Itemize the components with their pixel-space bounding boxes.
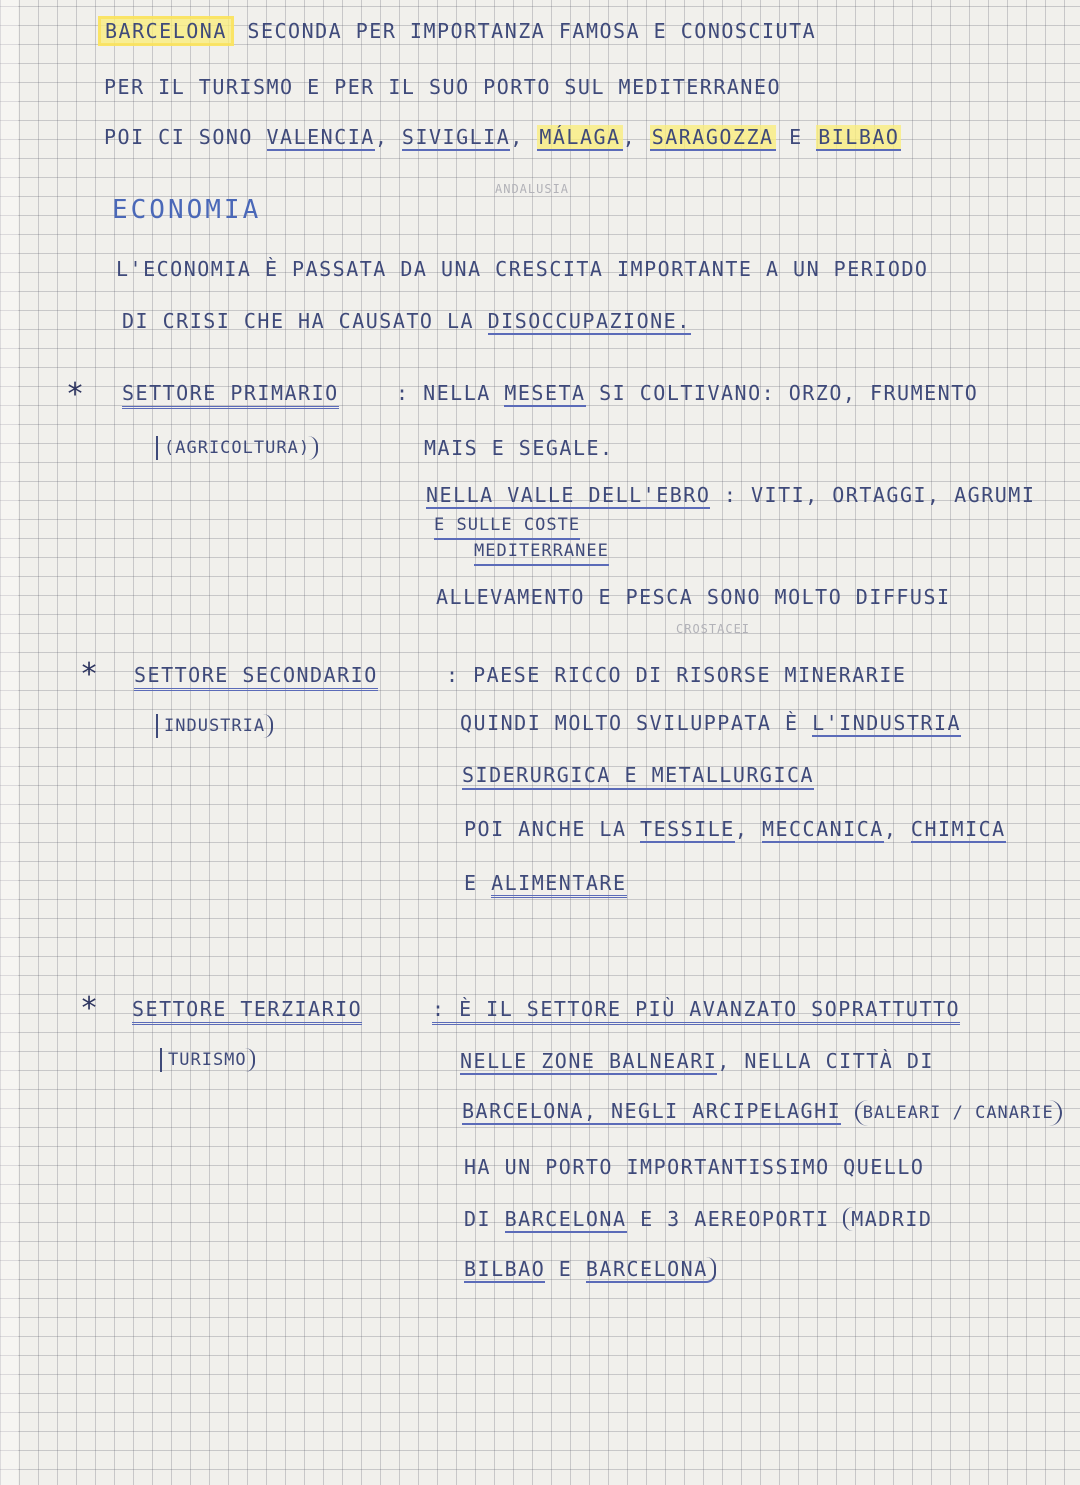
- terziario-line-1: : È IL SETTORE PIÙ AVANZATO SOPRATTUTTO: [432, 996, 960, 1025]
- secondario-l5-a: E: [464, 871, 478, 895]
- primario-heading: SETTORE PRIMARIO: [122, 380, 339, 409]
- madrid: MADRID: [843, 1207, 932, 1231]
- city-saragozza: SARAGOZZA: [651, 125, 774, 149]
- disoccupazione-underlined: DISOCCUPAZIONE.: [487, 309, 691, 333]
- terziario-l5-a: DI: [464, 1207, 492, 1231]
- primario-line-6: ALLEVAMENTO E PESCA SONO MOLTO DIFFUSI: [436, 585, 951, 609]
- intro-line-3: POI CI SONO VALENCIA, SIVIGLIA, MÁLAGA , SARAGOZZA E BILBAO: [104, 125, 900, 149]
- meseta-underlined: MESETA: [504, 381, 586, 405]
- chimica-underlined: CHIMICA: [910, 817, 1006, 841]
- economia-line-1: L'ECONOMIA È PASSATA DA UNA CRESCITA IMPORTANTE A UN PERIODO: [116, 257, 929, 281]
- faint-label-crostacei: CROSTACEI: [676, 622, 751, 636]
- intro-line-1-text: SECONDA PER IMPORTANZA FAMOSA E CONOSCIUTA: [247, 19, 817, 43]
- secondario-heading: SETTORE SECONDARIO: [134, 662, 378, 691]
- bullet-star-primario: *: [66, 377, 85, 412]
- secondario-l4-a: POI ANCHE LA: [464, 817, 627, 841]
- intro-line-2: PER IL TURISMO E PER IL SUO PORTO SUL MEDITERRANEO: [104, 75, 782, 99]
- secondario-subheading: INDUSTRIA: [156, 714, 273, 738]
- primario-l1-a: : NELLA: [396, 381, 491, 405]
- primario-l3-b: : VITI, ORTAGGI, AGRUMI: [723, 483, 1036, 507]
- primario-line-2: MAIS E SEGALE.: [424, 436, 614, 460]
- bilbao-underlined: BILBAO: [464, 1257, 546, 1281]
- economia-line-2-text: DI CRISI CHE HA CAUSATO LA: [122, 309, 475, 333]
- meccanica-underlined: MECCANICA: [761, 817, 884, 841]
- terziario-subheading: TURISMO: [160, 1048, 255, 1072]
- economia-title: ECONOMIA: [112, 195, 262, 225]
- secondario-line-1: : PAESE RICCO DI RISORSE MINERARIE: [446, 663, 907, 687]
- primario-l1-c: SI COLTIVANO: ORZO, FRUMENTO: [599, 381, 979, 405]
- barcelona-highlight: BARCELONA: [98, 16, 234, 46]
- industria-underlined: L'INDUSTRIA: [812, 711, 962, 735]
- terziario-l2-b: , NELLA CITTÀ DI: [717, 1049, 934, 1073]
- city-bilbao: BILBAO: [818, 125, 900, 149]
- alimentare-underlined: ALIMENTARE: [491, 871, 626, 898]
- secondario-line-5: [464, 870, 627, 896]
- primario-line-1: [396, 380, 978, 406]
- terziario-line-4: HA UN PORTO IMPORTANTISSIMO QUELLO: [464, 1155, 925, 1179]
- barcelona-airport-underlined: BARCELONA: [586, 1257, 716, 1283]
- terziario-l6-b: E: [558, 1257, 573, 1281]
- valle-ebro-underlined: NELLA VALLE DELL'EBRO: [426, 483, 711, 507]
- intro-line-3-text: POI CI SONO: [104, 125, 253, 149]
- secondario-line-2: [460, 710, 961, 736]
- tessile-underlined: TESSILE: [640, 817, 735, 841]
- faint-label-andalusia: ANDALUSIA: [495, 182, 570, 196]
- primario-line-3: [426, 482, 1035, 508]
- primario-line-5: MEDITERRANEE: [474, 538, 609, 566]
- arcipelaghi-parenthesis: BALEARI / CANARIE: [855, 1100, 1062, 1126]
- primario-subheading: (AGRICOLTURA): [156, 436, 318, 460]
- secondario-line-4: POI ANCHE LA TESSILE, MECCANICA, CHIMICA: [464, 817, 1006, 841]
- terziario-line-6: [464, 1256, 716, 1282]
- barcelona-underlined: BARCELONA: [504, 1207, 627, 1231]
- baleari: BALEARI: [862, 1103, 942, 1123]
- city-valencia: VALENCIA: [266, 125, 375, 149]
- intro-line-1: [98, 18, 816, 44]
- terziario-line-3: [462, 1098, 1062, 1126]
- terziario-heading: SETTORE TERZIARIO: [132, 996, 362, 1025]
- secondario-l2-a: QUINDI MOLTO SVILUPPATA È: [460, 711, 799, 735]
- terziario-l3-a: BARCELONA, NEGLI ARCIPELAGHI: [462, 1099, 842, 1123]
- city-malaga: MÁLAGA: [539, 125, 621, 149]
- economia-line-2: [122, 308, 691, 334]
- city-siviglia: SIVIGLIA: [401, 125, 511, 149]
- canarie: CANARIE: [975, 1103, 1054, 1123]
- intro-and: E: [789, 125, 803, 149]
- notebook-margin: [0, 0, 18, 1485]
- terziario-l5-c: E 3 AEREOPORTI: [640, 1207, 830, 1231]
- zone-balneari-underlined: NELLE ZONE BALNEARI: [460, 1049, 718, 1073]
- primario-line-4: E SULLE COSTE: [434, 512, 580, 540]
- terziario-line-5: [464, 1206, 932, 1232]
- terziario-line-2: [460, 1048, 934, 1074]
- bullet-star-terziario: *: [80, 991, 99, 1026]
- bullet-star-secondario: *: [80, 657, 99, 692]
- secondario-line-3: SIDERURGICA E METALLURGICA: [462, 762, 814, 790]
